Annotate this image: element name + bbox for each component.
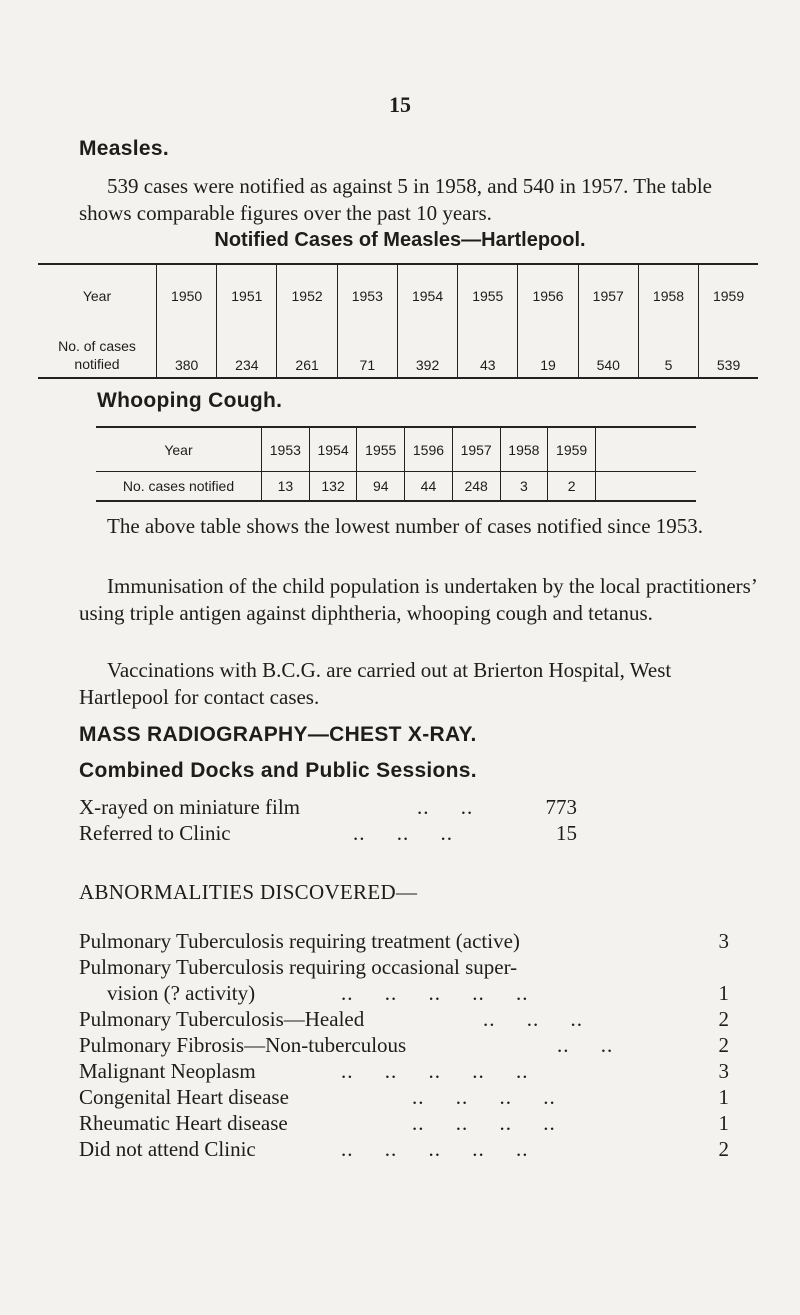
leader-dots: .. .. .. .. — [412, 1111, 556, 1135]
abnormality-label: Malignant Neoplasm — [79, 1059, 256, 1083]
whooping-year-cell: 1953 — [262, 427, 310, 472]
whooping-blank-cell — [596, 472, 697, 502]
abnormality-label: Pulmonary Tuberculosis—Healed — [79, 1007, 365, 1031]
radiography-item-value: 15 — [556, 821, 577, 845]
measles-cases-cell: 380 — [157, 327, 217, 378]
list-item — [79, 980, 729, 1006]
list-item — [79, 1110, 729, 1136]
abnormality-label: Congenital Heart disease — [79, 1085, 289, 1109]
measles-cases-cell: 540 — [578, 327, 638, 378]
measles-cases-cell: 43 — [458, 327, 518, 378]
leader-dots: .. .. .. .. .. — [341, 981, 529, 1005]
list-item — [79, 794, 599, 820]
list-item — [79, 928, 729, 954]
measles-cases-label: No. of cases notified — [58, 338, 136, 372]
abnormalities-list — [79, 928, 729, 1162]
list-item — [79, 1006, 729, 1032]
leader-dots: .. .. .. .. .. — [341, 1059, 529, 1083]
whooping-cases-label: No. cases notified — [96, 472, 262, 502]
measles-table — [38, 263, 758, 379]
whooping-year-cell: 1596 — [405, 427, 453, 472]
measles-year-cell: 1956 — [518, 264, 578, 327]
measles-cases-cell: 19 — [518, 327, 578, 378]
measles-year-cell: 1953 — [337, 264, 397, 327]
whooping-blank-cell — [596, 427, 697, 472]
whooping-cases-row — [96, 472, 696, 502]
page-number: 15 — [389, 92, 411, 117]
abnormality-count: 3 — [718, 929, 729, 953]
radiography-item-label: X-rayed on miniature film — [79, 795, 301, 819]
whooping-cases-cell: 3 — [500, 472, 548, 502]
measles-year-row — [38, 264, 758, 327]
whooping-year-cell: 1955 — [357, 427, 405, 472]
whooping-paragraph-2: Immunisation of the child population is undertaken by the local practitioners’ using triple antigen against diphtheria, whooping cough and tetanus. — [79, 574, 757, 625]
measles-heading: Measles. — [79, 137, 169, 160]
abnormality-count: 2 — [718, 1137, 729, 1161]
list-item — [79, 1058, 729, 1084]
whooping-cases-cell: 13 — [262, 472, 310, 502]
measles-cases-cell: 234 — [217, 327, 277, 378]
abnormality-label: Pulmonary Tuberculosis requiring occasional super- — [79, 955, 518, 979]
whooping-year-cell: 1957 — [452, 427, 500, 472]
list-item — [79, 1032, 729, 1058]
radiography-list — [79, 794, 599, 846]
whooping-cases-cell: 132 — [309, 472, 357, 502]
measles-year-label: Year — [82, 288, 112, 304]
whooping-year-cell: 1959 — [548, 427, 596, 472]
measles-year-cell: 1955 — [458, 264, 518, 327]
measles-year-cell: 1959 — [699, 264, 758, 327]
whooping-year-label: Year — [164, 441, 193, 458]
list-item — [79, 1136, 729, 1162]
abnormality-count: 2 — [718, 1007, 729, 1031]
whooping-cases-cell: 44 — [405, 472, 453, 502]
abnormality-label: Did not attend Clinic — [79, 1137, 256, 1161]
measles-year-cell: 1957 — [578, 264, 638, 327]
whooping-year-row — [96, 427, 696, 472]
whooping-table — [96, 426, 696, 502]
measles-year-cell: 1954 — [397, 264, 457, 327]
leader-dots: .. .. .. .. .. — [341, 1137, 529, 1161]
measles-cases-cell: 5 — [638, 327, 698, 378]
abnormality-label: Rheumatic Heart disease — [79, 1111, 288, 1135]
abnormality-count: 1 — [718, 1111, 729, 1135]
abnormality-count: 2 — [718, 1033, 729, 1057]
list-item — [79, 954, 729, 980]
whooping-year-cell: 1958 — [500, 427, 548, 472]
abnormalities-heading: ABNORMALITIES DISCOVERED— — [79, 880, 418, 904]
radiography-item-label: Referred to Clinic — [79, 821, 231, 845]
measles-cases-cell: 261 — [277, 327, 337, 378]
abnormality-count: 3 — [718, 1059, 729, 1083]
measles-cases-cell: 71 — [337, 327, 397, 378]
abnormality-count: 1 — [718, 981, 729, 1005]
measles-year-cell: 1952 — [277, 264, 337, 327]
measles-year-cell: 1950 — [157, 264, 217, 327]
measles-cases-row — [38, 327, 758, 378]
radiography-subheading: Combined Docks and Public Sessions. — [79, 759, 477, 782]
abnormality-label: vision (? activity) — [107, 981, 256, 1005]
whooping-year-cell: 1954 — [309, 427, 357, 472]
leader-dots: .. .. — [417, 795, 474, 819]
leader-dots: .. .. .. — [353, 821, 453, 845]
whooping-cases-cell: 94 — [357, 472, 405, 502]
measles-year-cell: 1951 — [217, 264, 277, 327]
abnormality-label: Pulmonary Fibrosis—Non-tuberculous — [79, 1033, 407, 1057]
measles-cases-cell: 392 — [397, 327, 457, 378]
radiography-item-value: 773 — [545, 795, 577, 819]
whooping-heading: Whooping Cough. — [97, 389, 283, 412]
whooping-paragraph-1: The above table shows the lowest number of cases notified since 1953. — [107, 514, 704, 538]
abnormality-label: Pulmonary Tuberculosis requiring treatment (active) — [79, 929, 520, 953]
abnormality-count: 1 — [718, 1085, 729, 1109]
measles-year-cell: 1958 — [638, 264, 698, 327]
radiography-heading: MASS RADIOGRAPHY—CHEST X-RAY. — [79, 723, 477, 746]
leader-dots: .. .. .. .. — [412, 1085, 556, 1109]
whooping-cases-cell: 248 — [452, 472, 500, 502]
leader-dots: .. .. — [557, 1033, 614, 1057]
list-item — [79, 1084, 729, 1110]
measles-table-title: Notified Cases of Measles—Hartlepool. — [214, 229, 586, 251]
list-item — [79, 820, 599, 846]
whooping-paragraph-3: Vaccinations with B.C.G. are carried out at Brierton Hospital, West Hartlepool for contact cases. — [79, 658, 672, 709]
whooping-cases-cell: 2 — [548, 472, 596, 502]
measles-cases-cell: 539 — [699, 327, 758, 378]
leader-dots: .. .. .. — [483, 1007, 583, 1031]
measles-paragraph: 539 cases were notified as against 5 in 1958, and 540 in 1957. The table shows comparable figures over the past 10 years. — [79, 174, 712, 225]
